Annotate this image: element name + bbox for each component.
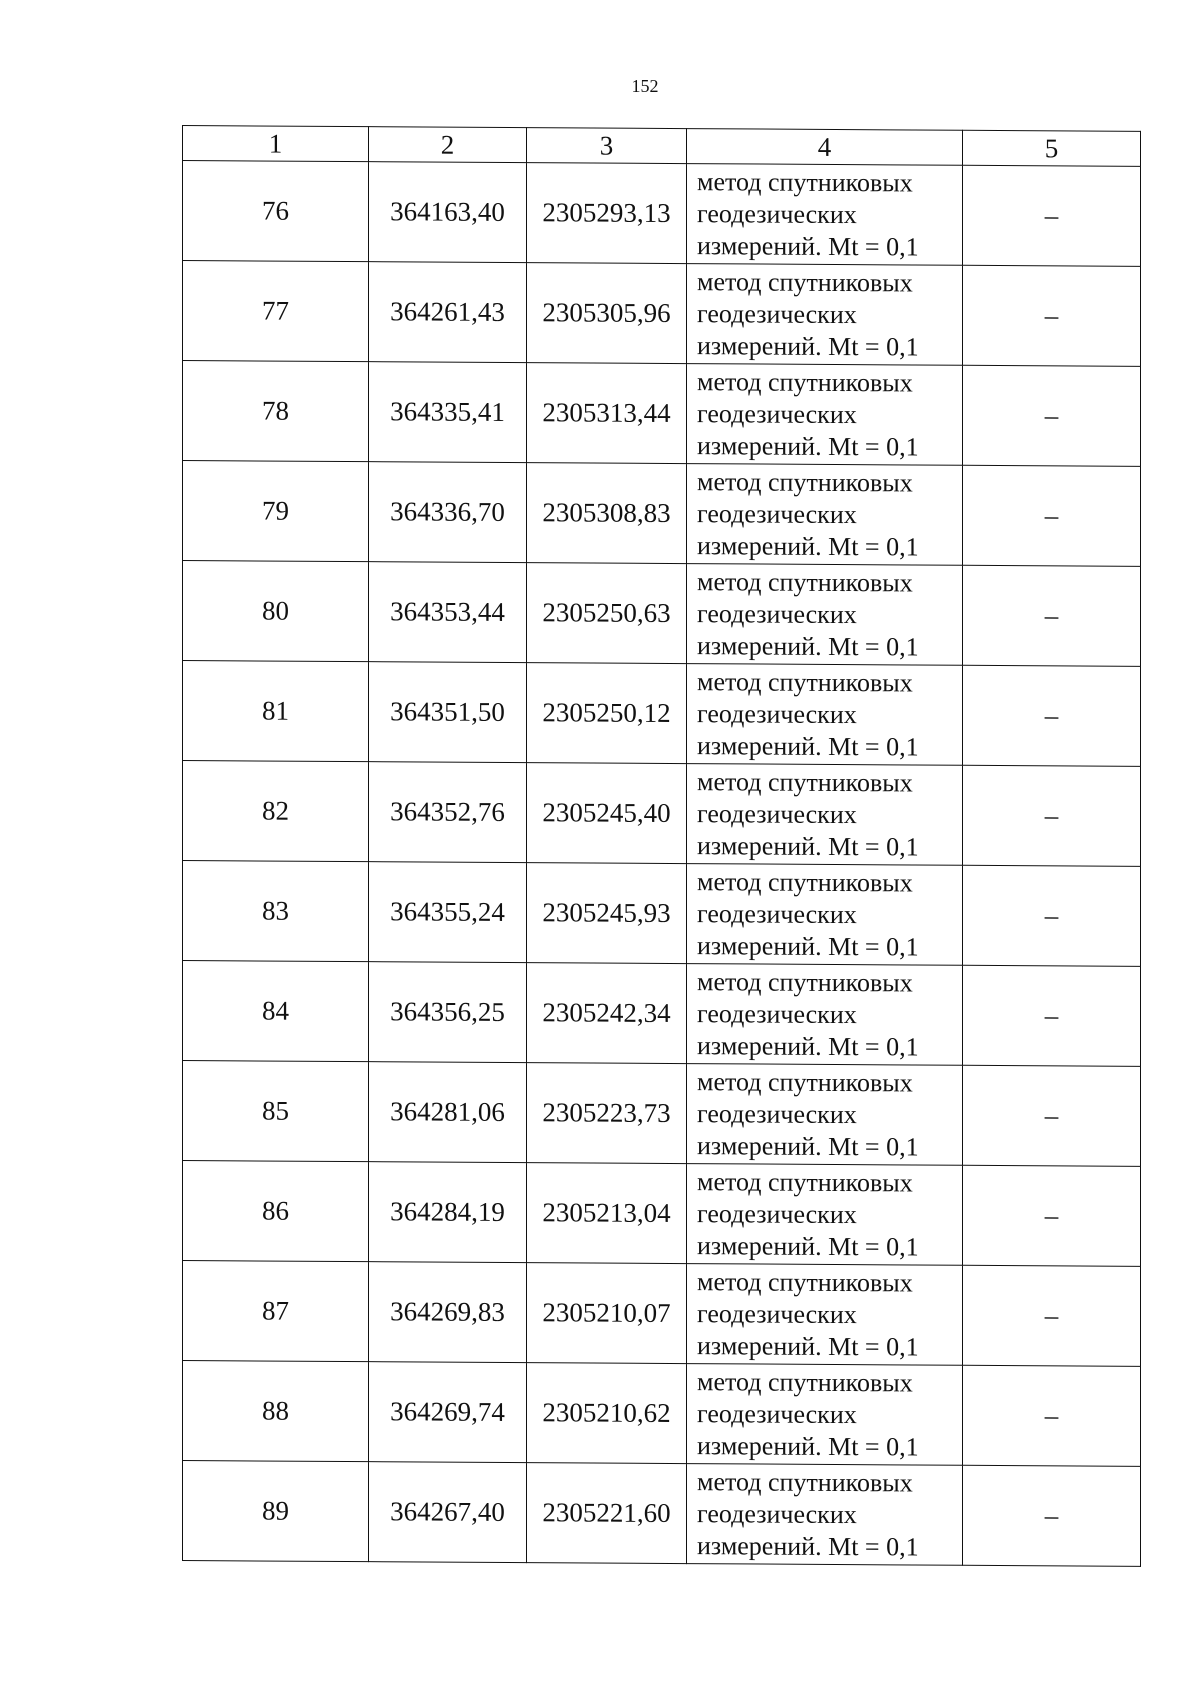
column-header-3: 3 — [527, 128, 687, 164]
method-text-line: измерений. Mt = 0,1 — [697, 930, 919, 961]
method-text-line: измерений. Mt = 0,1 — [697, 830, 919, 861]
method-text-line: геодезических — [697, 1098, 857, 1129]
column-header-5: 5 — [963, 130, 1141, 166]
note-cell: – — [963, 365, 1141, 466]
method-text-line: метод спутниковых — [697, 1466, 913, 1497]
method-text-line: геодезических — [697, 1298, 857, 1329]
method-text-line: измерений. Mt = 0,1 — [697, 1130, 919, 1161]
point-number-cell: 77 — [183, 261, 369, 362]
y-coordinate-cell: 2305210,62 — [527, 1363, 687, 1464]
table-row — [183, 661, 1141, 767]
point-number-cell: 84 — [183, 961, 369, 1062]
note-cell: – — [963, 665, 1141, 766]
method-text-line: геодезических — [697, 298, 857, 329]
method-text-line: измерений. Mt = 0,1 — [697, 330, 919, 361]
method-text-line: метод спутниковых — [697, 1066, 913, 1097]
note-cell: – — [963, 1065, 1141, 1166]
method-text-line: метод спутниковых — [697, 266, 913, 297]
table-row — [183, 461, 1141, 567]
y-coordinate-cell: 2305250,12 — [527, 663, 687, 764]
table-row — [183, 261, 1141, 367]
y-coordinate-cell: 2305245,40 — [527, 763, 687, 864]
method-text-line: измерений. Mt = 0,1 — [697, 1530, 919, 1561]
note-cell: – — [963, 765, 1141, 866]
method-text-line: геодезических — [697, 1398, 857, 1429]
table-row — [183, 161, 1141, 267]
method-text-line: измерений. Mt = 0,1 — [697, 1230, 919, 1261]
method-text-line: измерений. Mt = 0,1 — [697, 630, 919, 661]
method-text-line: метод спутниковых — [697, 966, 913, 997]
note-cell: – — [963, 965, 1141, 1066]
y-coordinate-cell: 2305293,13 — [527, 163, 687, 264]
method-text-line: метод спутниковых — [697, 766, 913, 797]
method-text-line: метод спутниковых — [697, 566, 913, 597]
note-cell: – — [963, 1265, 1141, 1366]
method-cell — [687, 1264, 963, 1366]
point-number-cell: 81 — [183, 661, 369, 762]
method-text-line: геодезических — [697, 698, 857, 729]
point-number-cell: 83 — [183, 861, 369, 962]
method-cell — [687, 464, 963, 566]
method-cell — [687, 1064, 963, 1166]
method-cell — [687, 164, 963, 266]
x-coordinate-cell: 364261,43 — [369, 262, 527, 363]
method-cell — [687, 564, 963, 666]
y-coordinate-cell: 2305250,63 — [527, 563, 687, 664]
x-coordinate-cell: 364269,83 — [369, 1262, 527, 1363]
point-number-cell: 88 — [183, 1361, 369, 1462]
y-coordinate-cell: 2305245,93 — [527, 863, 687, 964]
method-text-line: измерений. Mt = 0,1 — [697, 1430, 919, 1461]
coordinates-table — [182, 125, 1141, 1567]
point-number-cell: 79 — [183, 461, 369, 562]
point-number-cell: 87 — [183, 1261, 369, 1362]
point-number-cell: 85 — [183, 1061, 369, 1162]
method-cell — [687, 264, 963, 366]
method-text-line: геодезических — [697, 1198, 857, 1229]
y-coordinate-cell: 2305223,73 — [527, 1063, 687, 1164]
method-cell — [687, 964, 963, 1066]
method-text-line: геодезических — [697, 498, 857, 529]
point-number-cell: 78 — [183, 361, 369, 462]
method-text-line: метод спутниковых — [697, 1266, 913, 1297]
method-text-line: измерений. Mt = 0,1 — [697, 730, 919, 761]
method-text-line: метод спутниковых — [697, 1166, 913, 1197]
method-text-line: метод спутниковых — [697, 666, 913, 697]
y-coordinate-cell: 2305221,60 — [527, 1463, 687, 1564]
x-coordinate-cell: 364335,41 — [369, 362, 527, 463]
table-row — [183, 1161, 1141, 1267]
x-coordinate-cell: 364353,44 — [369, 562, 527, 663]
table-row — [183, 561, 1141, 667]
method-cell — [687, 364, 963, 466]
method-text-line: измерений. Mt = 0,1 — [697, 230, 919, 261]
table-row — [183, 1361, 1141, 1467]
method-cell — [687, 1164, 963, 1266]
method-text-line: метод спутниковых — [697, 166, 913, 197]
table-row — [183, 1061, 1141, 1167]
method-text-line: геодезических — [697, 398, 857, 429]
x-coordinate-cell: 364267,40 — [369, 1462, 527, 1563]
x-coordinate-cell: 364355,24 — [369, 862, 527, 963]
point-number-cell: 76 — [183, 161, 369, 262]
note-cell: – — [963, 265, 1141, 366]
method-text-line: геодезических — [697, 198, 857, 229]
method-text-line: измерений. Mt = 0,1 — [697, 1330, 919, 1361]
column-header-4: 4 — [687, 129, 963, 166]
point-number-cell: 80 — [183, 561, 369, 662]
method-text-line: геодезических — [697, 998, 857, 1029]
method-cell — [687, 1364, 963, 1466]
note-cell: – — [963, 865, 1141, 966]
method-text-line: геодезических — [697, 1498, 857, 1529]
table-row — [183, 961, 1141, 1067]
method-cell — [687, 1464, 963, 1566]
point-number-cell: 89 — [183, 1461, 369, 1562]
method-cell — [687, 764, 963, 866]
method-text-line: метод спутниковых — [697, 466, 913, 497]
y-coordinate-cell: 2305210,07 — [527, 1263, 687, 1364]
x-coordinate-cell: 364336,70 — [369, 462, 527, 563]
table-header-row — [183, 126, 1141, 167]
table-row — [183, 1461, 1141, 1567]
table-row — [183, 361, 1141, 467]
method-text-line: геодезических — [697, 798, 857, 829]
x-coordinate-cell: 364281,06 — [369, 1062, 527, 1163]
page-number: 152 — [631, 76, 659, 96]
note-cell: – — [963, 1165, 1141, 1266]
y-coordinate-cell: 2305308,83 — [527, 463, 687, 564]
y-coordinate-cell: 2305242,34 — [527, 963, 687, 1064]
x-coordinate-cell: 364269,74 — [369, 1362, 527, 1463]
table-row — [183, 861, 1141, 967]
method-text-line: геодезических — [697, 898, 857, 929]
method-text-line: измерений. Mt = 0,1 — [697, 1030, 919, 1061]
x-coordinate-cell: 364351,50 — [369, 662, 527, 763]
point-number-cell: 86 — [183, 1161, 369, 1262]
method-text-line: метод спутниковых — [697, 366, 913, 397]
note-cell: – — [963, 565, 1141, 666]
note-cell: – — [963, 465, 1141, 566]
note-cell: – — [963, 1465, 1141, 1566]
method-text-line: геодезических — [697, 598, 857, 629]
table-row — [183, 1261, 1141, 1367]
note-cell: – — [963, 165, 1141, 266]
method-cell — [687, 664, 963, 766]
method-cell — [687, 864, 963, 966]
y-coordinate-cell: 2305305,96 — [527, 263, 687, 364]
column-header-1: 1 — [183, 126, 369, 162]
method-text-line: измерений. Mt = 0,1 — [697, 430, 919, 461]
method-text-line: метод спутниковых — [697, 866, 913, 897]
x-coordinate-cell: 364352,76 — [369, 762, 527, 863]
table-row — [183, 761, 1141, 867]
point-number-cell: 82 — [183, 761, 369, 862]
y-coordinate-cell: 2305313,44 — [527, 363, 687, 464]
y-coordinate-cell: 2305213,04 — [527, 1163, 687, 1264]
x-coordinate-cell: 364356,25 — [369, 962, 527, 1063]
x-coordinate-cell: 364163,40 — [369, 162, 527, 263]
x-coordinate-cell: 364284,19 — [369, 1162, 527, 1263]
method-text-line: измерений. Mt = 0,1 — [697, 530, 919, 561]
column-header-2: 2 — [369, 127, 527, 163]
note-cell: – — [963, 1365, 1141, 1466]
table-body — [183, 161, 1141, 1567]
method-text-line: метод спутниковых — [697, 1366, 913, 1397]
